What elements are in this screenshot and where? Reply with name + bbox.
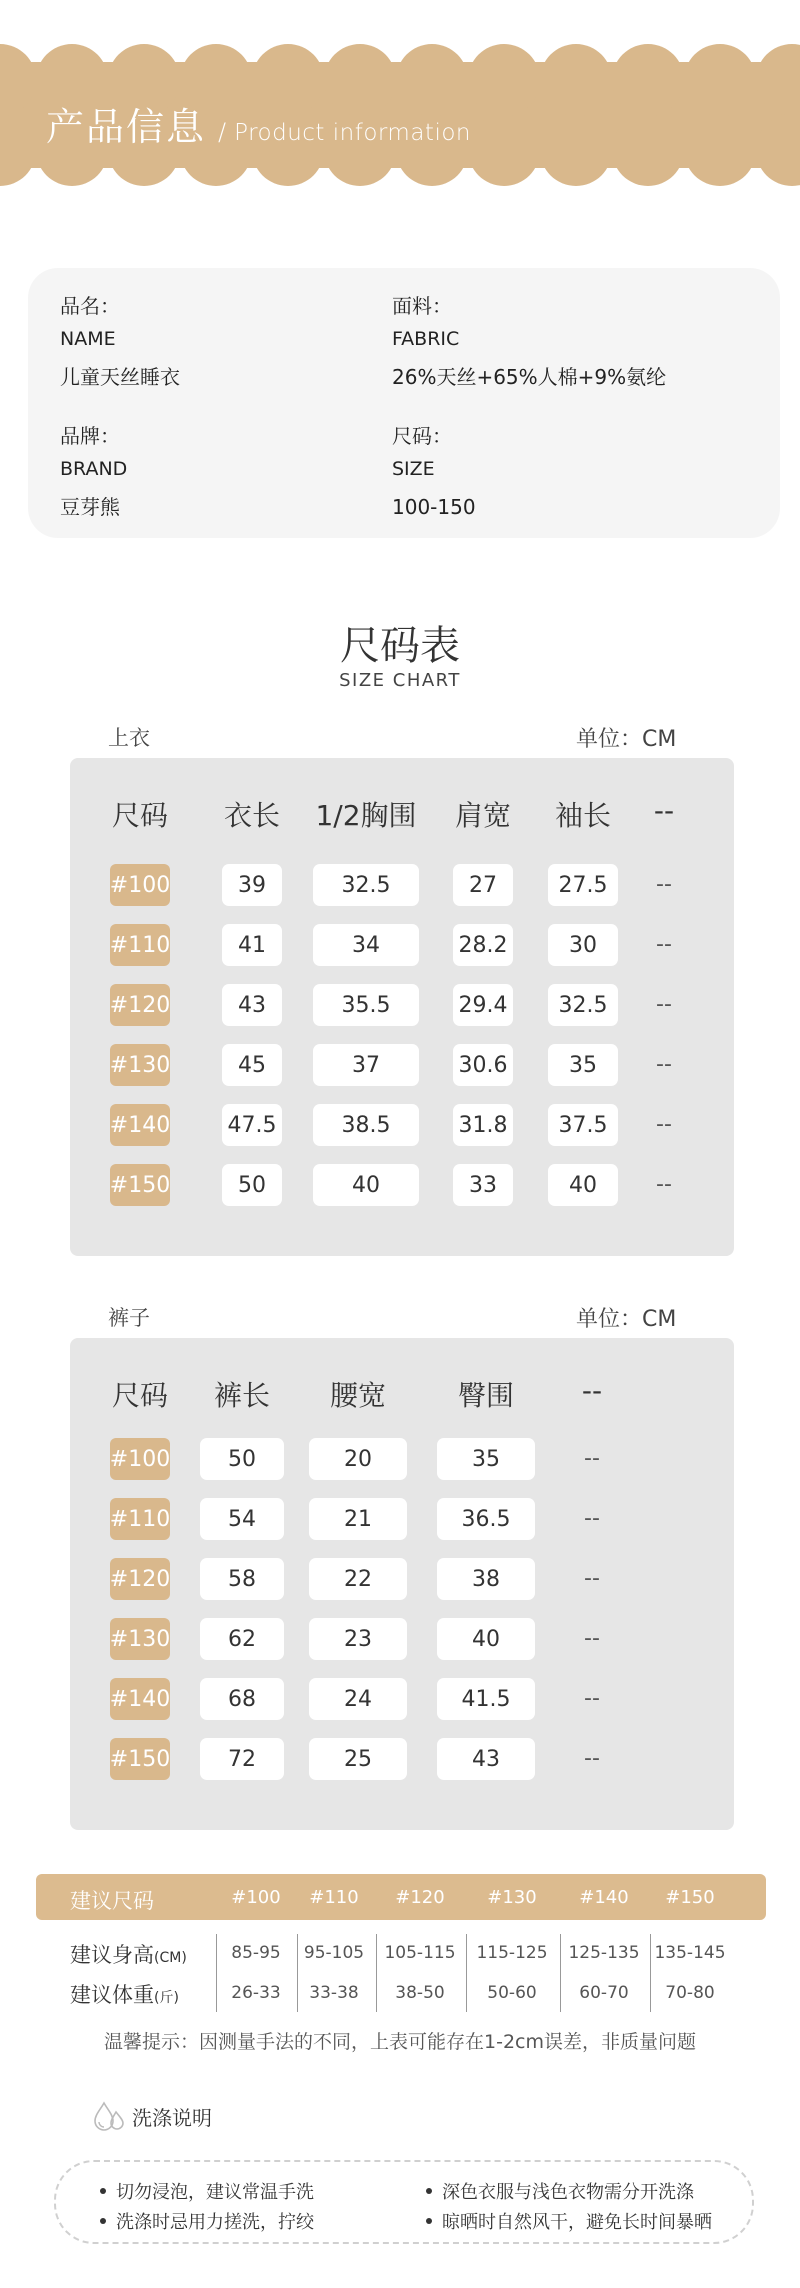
column-divider [466, 1934, 467, 2012]
size-tag: #120 [110, 1558, 170, 1600]
height-unit-text: (CM) [154, 1950, 187, 1966]
wash-item-text: 晾晒时自然风干，避免长时间暴晒 [442, 2212, 712, 2233]
name-value: 儿童天丝睡衣 [60, 365, 180, 389]
recommended-height-value: 85-95 [231, 1943, 281, 1963]
name-label: 品名： [60, 294, 120, 318]
recommended-height-value: 115-125 [476, 1943, 548, 1963]
size-range-en-label: SIZE [392, 458, 435, 480]
recommended-height-value: 105-115 [384, 1943, 456, 1963]
water-drops-icon [92, 2100, 126, 2132]
table-cell: 43 [222, 984, 282, 1026]
fabric-block [392, 296, 666, 387]
recommended-size-col: #120 [395, 1887, 445, 1908]
fabric-label: 面料： [392, 294, 452, 318]
size-chart-subtitle: SIZE CHART [339, 670, 461, 691]
dash-placeholder: -- [656, 1112, 672, 1137]
bullet-dot [100, 2218, 106, 2224]
table-cell: 62 [200, 1618, 284, 1660]
recommended-weight-value: 70-80 [665, 1983, 715, 2003]
size-tag: #140 [110, 1678, 170, 1720]
dash-placeholder: -- [656, 1052, 672, 1077]
wash-item [100, 2178, 314, 2204]
recommended-height-value: 95-105 [303, 1943, 365, 1963]
recommended-size-title: 建议尺码 [70, 1889, 154, 1913]
pants-header-1: 裤长 [213, 1379, 271, 1412]
tops-header-2: 1/2胸围 [315, 799, 417, 832]
table-cell: 40 [313, 1164, 419, 1206]
table-cell: 41 [222, 924, 282, 966]
wash-item [100, 2208, 314, 2234]
table-cell: 33 [453, 1164, 513, 1206]
pants-header-2: 腰宽 [329, 1379, 387, 1412]
size-tag: #130 [110, 1044, 170, 1086]
dash-placeholder: -- [584, 1506, 600, 1531]
recommended-weight-value: 60-70 [579, 1983, 629, 2003]
table-cell: 35 [548, 1044, 618, 1086]
recommended-size-col: #100 [231, 1887, 281, 1908]
tops-size-table [70, 758, 734, 1256]
brand-block [60, 426, 127, 517]
banner-separator: / [218, 118, 227, 146]
dash-placeholder: -- [584, 1626, 600, 1651]
table-cell: 58 [200, 1558, 284, 1600]
wash-item [426, 2208, 712, 2234]
recommended-weight-label [70, 1979, 179, 2009]
recommended-height-label [70, 1939, 187, 1969]
table-cell: 40 [548, 1164, 618, 1206]
table-cell: 37 [313, 1044, 419, 1086]
tops-header-0: 尺码 [111, 799, 169, 832]
table-cell: 20 [309, 1438, 407, 1480]
size-tag: #140 [110, 1104, 170, 1146]
table-cell: 47.5 [222, 1104, 282, 1146]
table-cell: 24 [309, 1678, 407, 1720]
pants-header-4: -- [581, 1374, 603, 1407]
size-tag: #110 [110, 1498, 170, 1540]
table-cell: 32.5 [313, 864, 419, 906]
height-label-text: 建议身高 [70, 1943, 154, 1967]
pants-header-3: 臀围 [457, 1379, 515, 1412]
recommended-size-col: #130 [487, 1887, 537, 1908]
table-cell: 54 [200, 1498, 284, 1540]
wash-item-text: 切勿浸泡，建议常温手洗 [116, 2182, 314, 2203]
brand-en-label: BRAND [60, 458, 128, 480]
pants-size-table [70, 1338, 734, 1830]
recommended-size-col: #140 [579, 1887, 629, 1908]
size-range-value: 100-150 [392, 495, 476, 519]
table-cell: 41.5 [437, 1678, 535, 1720]
table-cell: 27.5 [548, 864, 618, 906]
table-cell: 38 [437, 1558, 535, 1600]
table-cell: 31.8 [453, 1104, 513, 1146]
table-cell: 35 [437, 1438, 535, 1480]
fabric-value: 26%天丝+65%人棉+9%氨纶 [392, 365, 667, 389]
recommended-weight-value: 33-38 [309, 1983, 359, 2003]
table-cell: 25 [309, 1738, 407, 1780]
dash-placeholder: -- [656, 992, 672, 1017]
table-cell: 30 [548, 924, 618, 966]
table-cell: 35.5 [313, 984, 419, 1026]
table-cell: 50 [222, 1164, 282, 1206]
tops-header-4: 袖长 [554, 799, 612, 832]
brand-label: 品牌： [60, 424, 120, 448]
size-tag: #150 [110, 1164, 170, 1206]
product-info-banner [0, 40, 800, 190]
table-cell: 28.2 [453, 924, 513, 966]
column-divider [216, 1934, 217, 2012]
pants-header-0: 尺码 [111, 1379, 169, 1412]
size-tag: #100 [110, 1438, 170, 1480]
table-cell: 21 [309, 1498, 407, 1540]
product-info-card [28, 268, 780, 538]
wash-item-text: 洗涤时忌用力搓洗，拧绞 [116, 2212, 314, 2233]
table-cell: 39 [222, 864, 282, 906]
table-cell: 29.4 [453, 984, 513, 1026]
column-divider [297, 1934, 298, 2012]
dash-placeholder: -- [584, 1446, 600, 1471]
table-cell: 22 [309, 1558, 407, 1600]
table-cell: 32.5 [548, 984, 618, 1026]
table-cell: 40 [437, 1618, 535, 1660]
banner-title-en: Product information [234, 120, 471, 146]
dash-placeholder: -- [656, 932, 672, 957]
weight-unit-text: (斤) [154, 1990, 179, 2006]
recommended-height-value: 135-145 [654, 1943, 726, 1963]
table-cell: 45 [222, 1044, 282, 1086]
recommended-weight-value: 50-60 [487, 1983, 537, 2003]
recommended-height-value: 125-135 [568, 1943, 640, 1963]
recommended-size-bar [36, 1874, 766, 1920]
recommended-weight-value: 26-33 [231, 1983, 281, 2003]
bullet-dot [426, 2188, 432, 2194]
size-range-label: 尺码： [392, 424, 452, 448]
size-tag: #130 [110, 1618, 170, 1660]
size-tag: #150 [110, 1738, 170, 1780]
wash-item [426, 2178, 694, 2204]
fabric-en-label: FABRIC [392, 328, 460, 350]
size-tag: #110 [110, 924, 170, 966]
table-cell: 50 [200, 1438, 284, 1480]
pants-label: 裤子 [108, 1306, 150, 1330]
banner-title [46, 96, 471, 151]
wash-instructions-box [54, 2160, 754, 2244]
dash-placeholder: -- [656, 1172, 672, 1197]
table-cell: 27 [453, 864, 513, 906]
table-cell: 68 [200, 1678, 284, 1720]
dash-placeholder: -- [584, 1566, 600, 1591]
table-cell: 36.5 [437, 1498, 535, 1540]
bullet-dot [426, 2218, 432, 2224]
table-cell: 34 [313, 924, 419, 966]
wash-item-text: 深色衣服与浅色衣物需分开洗涤 [442, 2182, 694, 2203]
size-range-block [392, 426, 476, 517]
dash-placeholder: -- [656, 872, 672, 897]
brand-value: 豆芽熊 [60, 495, 120, 519]
recommended-size-col: #110 [309, 1887, 359, 1908]
table-cell: 37.5 [548, 1104, 618, 1146]
size-tag: #100 [110, 864, 170, 906]
table-cell: 72 [200, 1738, 284, 1780]
column-divider [650, 1934, 651, 2012]
weight-label-text: 建议体重 [70, 1983, 154, 2007]
tops-label: 上衣 [108, 726, 150, 750]
tops-header-1: 衣长 [223, 799, 281, 832]
dash-placeholder: -- [584, 1746, 600, 1771]
dash-placeholder: -- [584, 1686, 600, 1711]
size-tag: #120 [110, 984, 170, 1026]
measurement-tip: 温馨提示：因测量手法的不同，上表可能存在1-2cm误差，非质量问题 [104, 2031, 696, 2053]
recommended-size-col: #150 [665, 1887, 715, 1908]
bullet-dot [100, 2188, 106, 2194]
wash-instructions-title: 洗涤说明 [132, 2105, 212, 2130]
table-cell: 23 [309, 1618, 407, 1660]
pants-unit: 单位：CM [576, 1307, 677, 1332]
name-block [60, 296, 180, 387]
size-chart-title: 尺码表 [340, 623, 460, 669]
column-divider [560, 1934, 561, 2012]
column-divider [376, 1934, 377, 2012]
table-cell: 30.6 [453, 1044, 513, 1086]
tops-unit: 单位：CM [576, 727, 677, 752]
name-en-label: NAME [60, 328, 116, 350]
recommended-weight-value: 38-50 [395, 1983, 445, 2003]
wash-instructions-heading [92, 2100, 212, 2132]
table-cell: 38.5 [313, 1104, 419, 1146]
banner-title-cn: 产品信息 [46, 105, 207, 149]
tops-header-3: 肩宽 [454, 799, 512, 832]
tops-header-5: -- [653, 794, 675, 827]
table-cell: 43 [437, 1738, 535, 1780]
